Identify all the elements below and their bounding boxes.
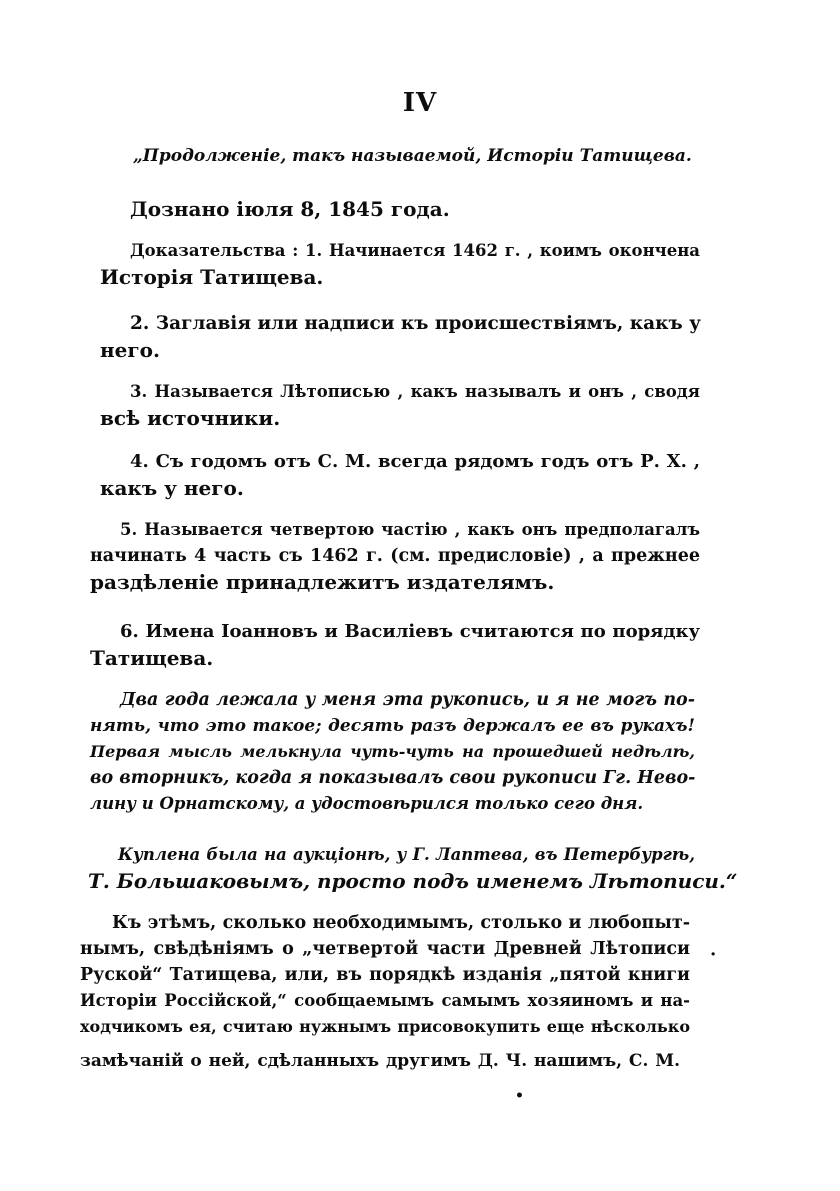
text-line: Къ этѣмъ, сколько необходимымъ, столько и любопыт- (112, 913, 690, 933)
page-number: IV (402, 88, 438, 118)
text-line: 2. Заглавія или надписи къ происшествіямъ, какъ у (130, 313, 701, 334)
text-line: 4. Съ годомъ отъ С. М. всегда рядомъ годъ отъ Р. Х. , (130, 451, 700, 472)
text-line: 5. Называется четвертою частію , какъ онъ предполагалъ (120, 520, 700, 539)
text-line: Доказательства : 1. Начинается 1462 г. , коимъ окончена (130, 241, 700, 260)
text-line: ходчикомъ ея, считаю нужнымъ присовокупить еще нѣсколько (80, 1017, 690, 1036)
italic-text-line: во вторникъ, когда я показывалъ свои рукописи Гг. Нево- (90, 768, 696, 788)
italic-text-line: лину и Орнатскому, а удостовѣрился только сего дня. (90, 794, 644, 813)
text-line: 6. Имена Іоанновъ и Василіевъ считаются по порядку (120, 621, 700, 642)
text-line: Исторіи Россійской,“ сообщаемымъ самымъ хозяиномъ и на- (80, 991, 690, 1010)
italic-text-line: Два года лежала у меня эта рукопись, и я не могъ по- (120, 690, 695, 710)
margin-dot: • (515, 1088, 524, 1104)
text-line: Руской“ Татищева, или, въ порядкѣ изданія „пятой книги (80, 965, 690, 985)
margin-dot: · (710, 944, 717, 965)
text-line: раздѣленіе принадлежитъ издателямъ. (90, 570, 555, 594)
text-line: начинать 4 часть съ 1462 г. (см. предисловіе) , а прежнее (90, 546, 700, 566)
heading-line: „Продолженіе, такъ называемой, Исторіи Татищева. (133, 146, 692, 166)
text-line: замѣчаній о ней, сдѣланныхъ другимъ Д. Ч. нашимъ, С. М. (80, 1051, 680, 1071)
italic-text-line: Первая мысль мелькнула чуть-чуть на прошедшей недѣлѣ, (90, 742, 695, 761)
text-line: всѣ источники. (100, 406, 281, 430)
text-line: 3. Называется Лѣтописью , какъ называлъ и онъ , сводя (130, 382, 700, 401)
text-line: Исторія Татищева. (100, 265, 324, 289)
italic-text-line: Куплена была на аукціонѣ, у Г. Лаптева, въ Петербургѣ, (118, 845, 695, 864)
text-line: Татищева. (90, 646, 214, 670)
text-line: него. (100, 338, 160, 362)
text-line: Дознано іюля 8, 1845 года. (130, 197, 450, 221)
italic-text-line: нять, что это такое; десять разъ держалъ ее въ рукахъ! (90, 716, 695, 736)
text-line: какъ у него. (100, 476, 244, 500)
italic-text-line: Т. Большаковымъ, просто подъ именемъ Лѣтописи.“ (88, 869, 738, 893)
text-line: нымъ, свѣдѣніямъ о „четвертой части Древней Лѣтописи (80, 939, 690, 959)
